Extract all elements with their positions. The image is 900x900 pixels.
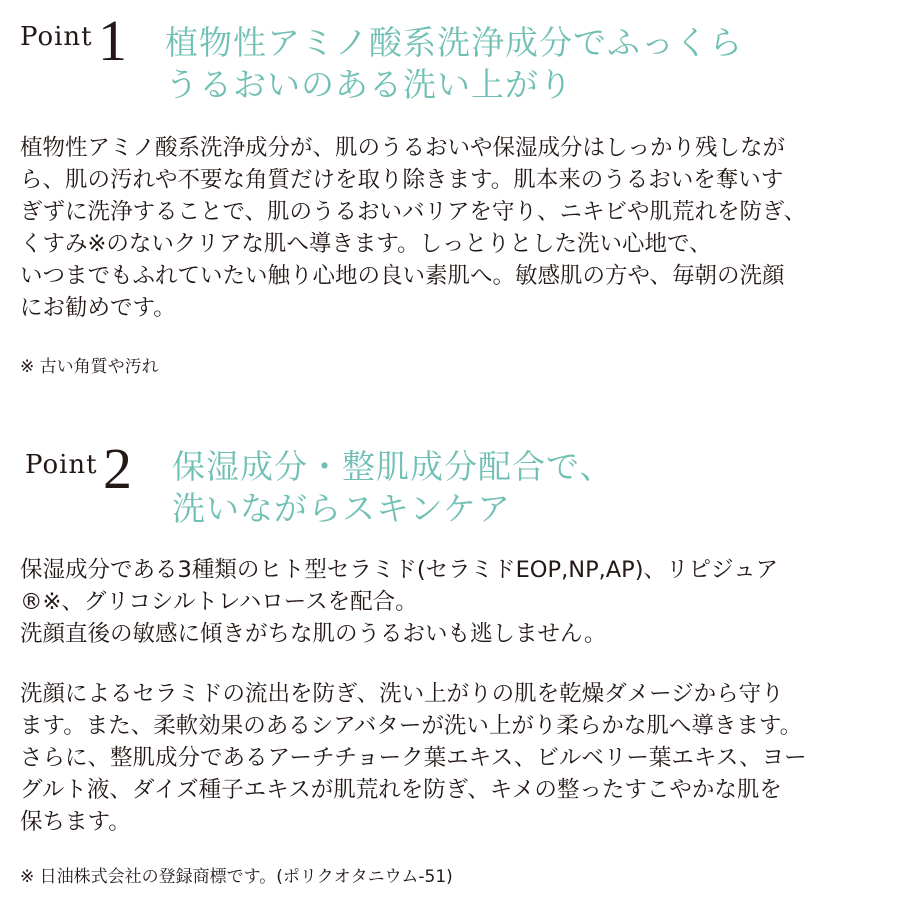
point-1-note: ※ 古い角質や汚れ <box>20 357 159 377</box>
point-2-note: ※ 日油株式会社の登録商標です。(ポリクオタニウム-51) <box>20 867 453 887</box>
point-2-body-line: ます。また、柔軟効果のあるシアバターが洗い上がり柔らかな肌へ導きます。 <box>20 713 803 739</box>
point-1-heading-line: 植物性アミノ酸系洗浄成分でふっくら <box>165 23 743 62</box>
point-1-body-line: 植物性アミノ酸系洗浄成分が、肌のうるおいや保湿成分はしっかり残しなが <box>20 135 786 161</box>
point-1-number: 1 <box>98 8 127 73</box>
point-2-heading-line: 保湿成分・整肌成分配合で、 <box>172 447 614 486</box>
point-2-body-line: 保湿成分である3種類のヒト型セラミド(セラミドEOP,NP,AP)、リピジュア <box>20 557 779 583</box>
point-1-heading-line: うるおいのある洗い上がり <box>165 65 573 104</box>
point-2-body-line: さらに、整肌成分であるアーチチョーク葉エキス、ビルベリー葉エキス、ヨー <box>20 745 807 771</box>
point-1-body-line: ら、肌の汚れや不要な角質だけを取り除きます。肌本来のうるおいを奪いす <box>20 167 784 193</box>
point-2-body-line: 洗顔直後の敏感に傾きがちな肌のうるおいも逃しません。 <box>20 621 607 647</box>
point-2-body-line: グルト液、ダイズ種子エキスが肌荒れを防ぎ、キメの整ったすこやかな肌を <box>20 777 782 803</box>
point-2-body-a <box>20 554 890 650</box>
point-1-label: Point <box>20 22 93 52</box>
point-2-body-b <box>20 678 890 838</box>
point-2-heading <box>172 446 613 530</box>
point-2-label: Point <box>25 450 98 480</box>
point-1-body <box>20 132 890 324</box>
point-1-body-line: にお勧めです。 <box>20 295 176 321</box>
point-2-heading-line: 洗いながらスキンケア <box>172 489 512 528</box>
point-1-body-line: ぎずに洗浄することで、肌のうるおいバリアを守り、ニキビや肌荒れを防ぎ、 <box>20 199 807 225</box>
point-1-body-line: いつまでもふれていたい触り心地の良い素肌へ。敏感肌の方や、毎朝の洗顔 <box>20 263 785 289</box>
point-2-number: 2 <box>103 436 132 501</box>
point-1-body-line: くすみ※のないクリアな肌へ導きます。しっとりとした洗い心地で、 <box>20 231 712 257</box>
point-2-body-line: 洗顔によるセラミドの流出を防ぎ、洗い上がりの肌を乾燥ダメージから守り <box>20 681 784 707</box>
point-1-heading <box>165 22 743 106</box>
point-2-body-line: 保ちます。 <box>20 809 131 835</box>
point-2-body-line: ®※、グリコシルトレハロースを配合。 <box>20 589 418 615</box>
